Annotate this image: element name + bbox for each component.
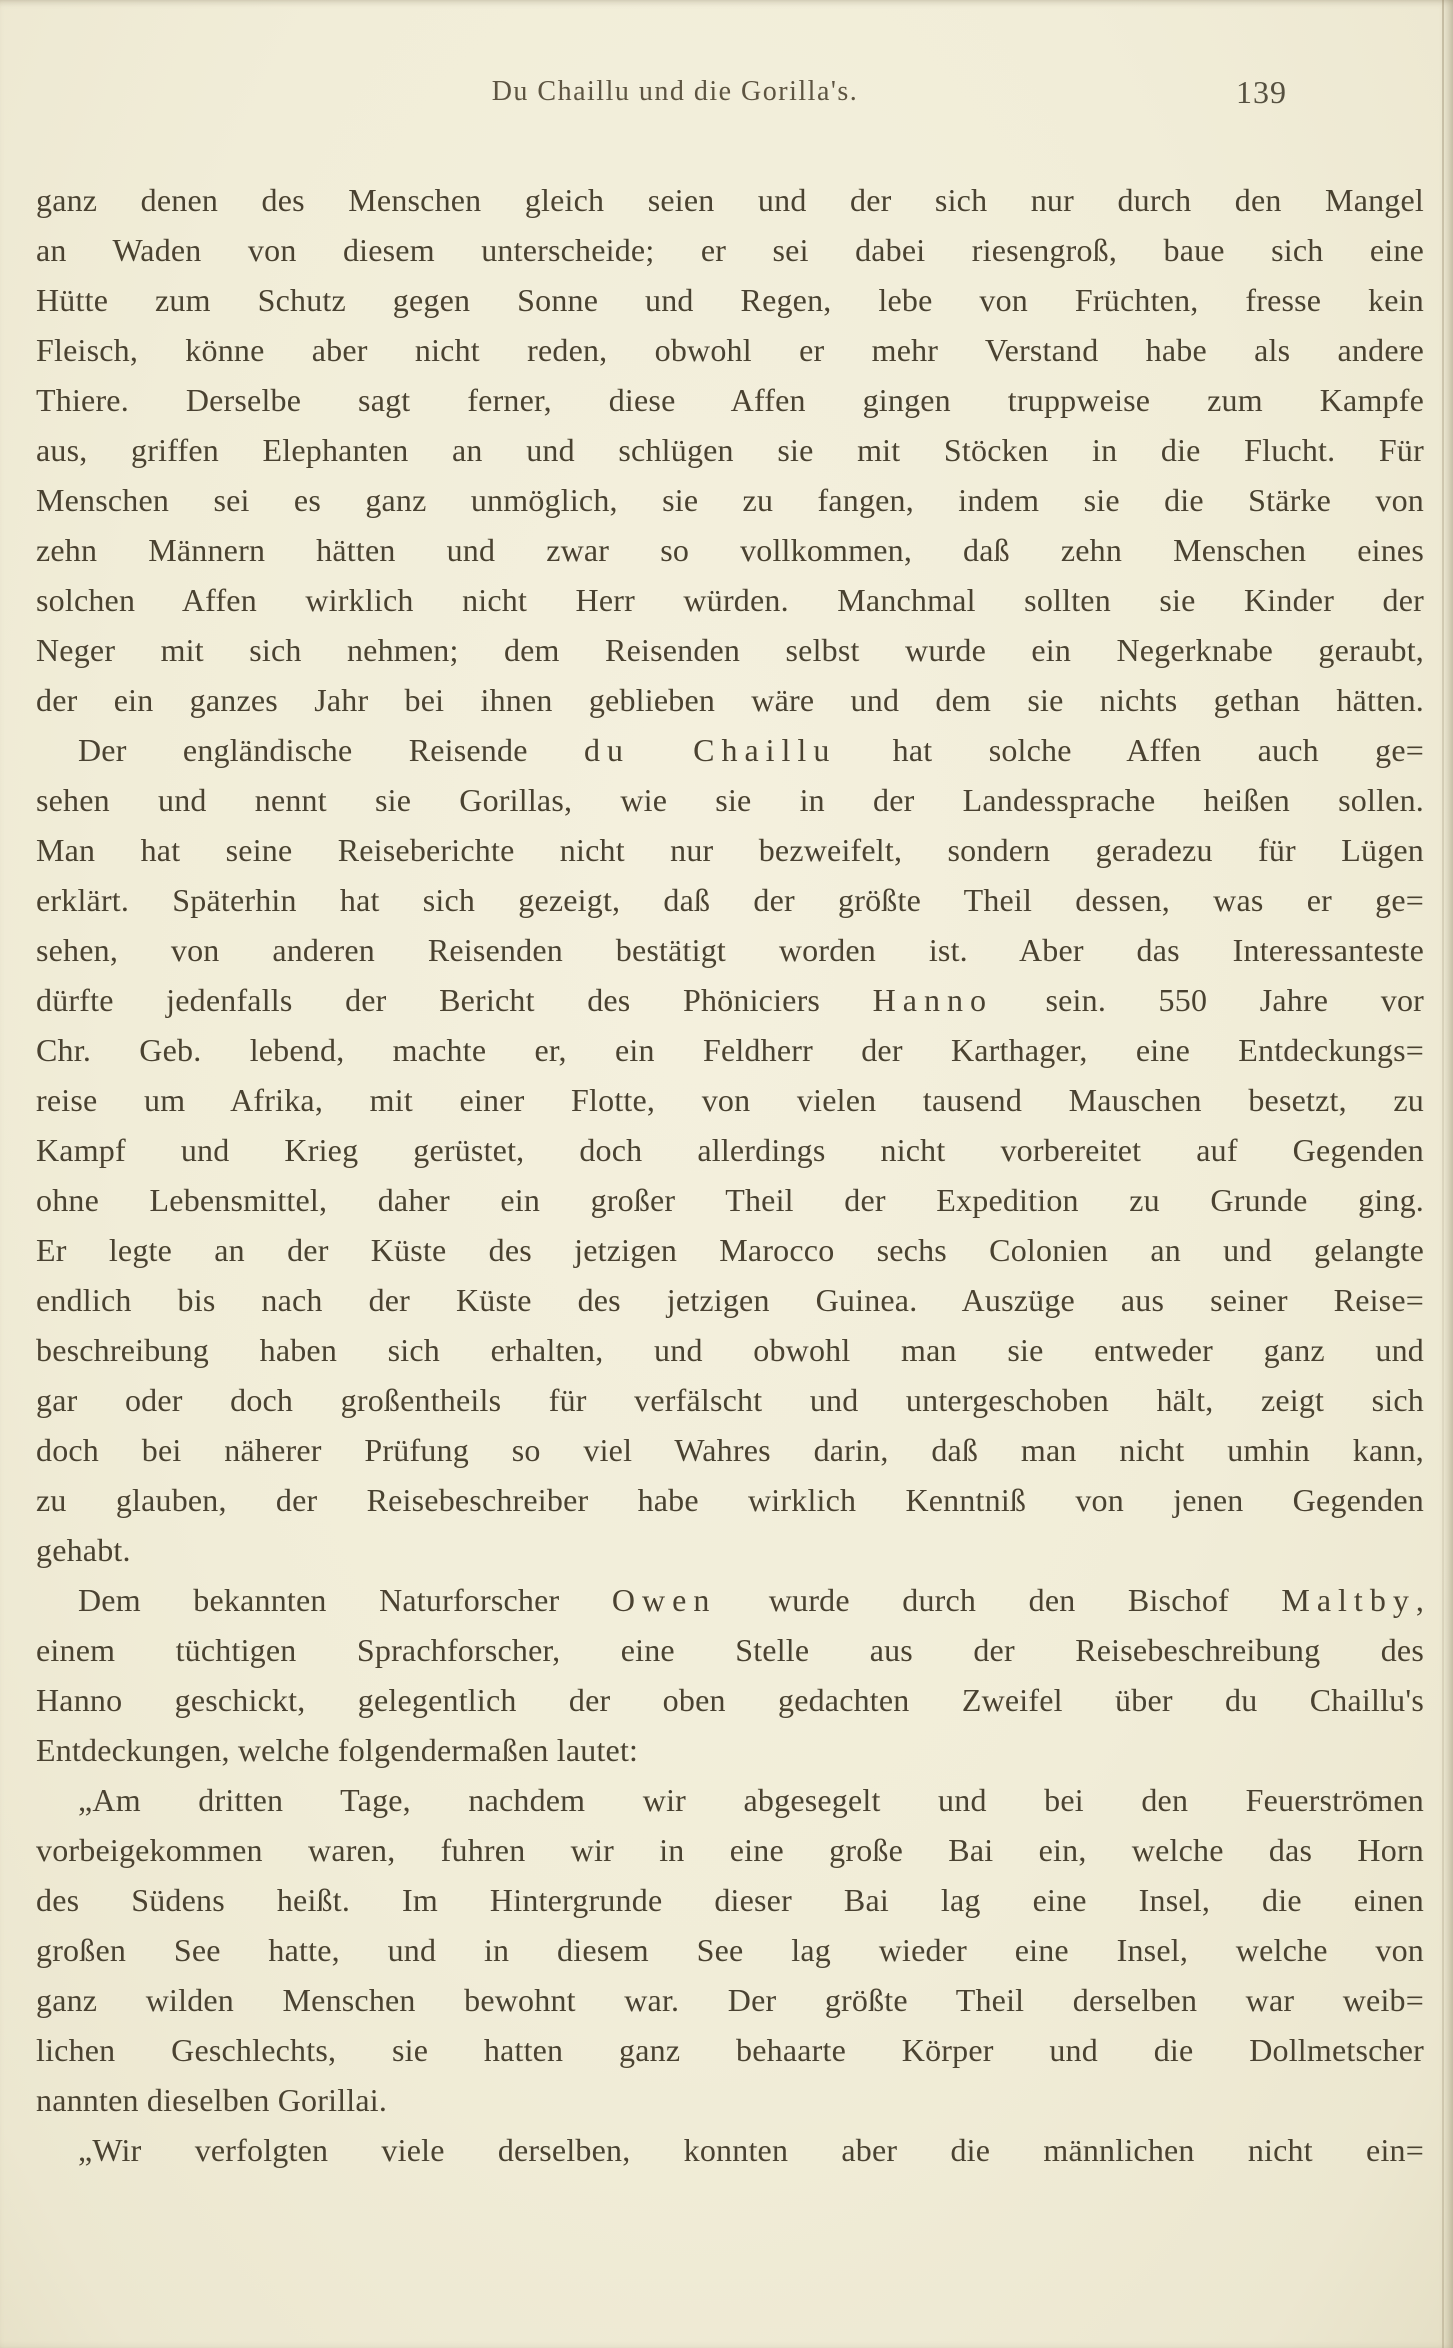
text-line: Fleisch, könne aber nicht reden, obwohl er mehr Verstand habe als andere: [36, 332, 1424, 368]
text-line: großen See hatte, und in diesem See lag wieder eine Insel, welche von: [36, 1932, 1424, 1968]
text-line: Entdeckungen, welche folgendermaßen lautet:: [36, 1732, 639, 1768]
text-line: Menschen sei es ganz unmöglich, sie zu fangen, indem sie die Stärke von: [36, 482, 1424, 518]
text-line: ohne Lebensmittel, daher ein großer Theil der Expedition zu Grunde ging.: [36, 1182, 1424, 1218]
text-line: sehen, von anderen Reisenden bestätigt worden ist. Aber das Interessanteste: [36, 932, 1424, 968]
page-number: 139: [1236, 74, 1287, 110]
text-line: lichen Geschlechts, sie hatten ganz behaarte Körper und die Dollmetscher: [36, 2032, 1424, 2068]
text-line: nannten dieselben Gorillai.: [36, 2082, 388, 2118]
text-line: beschreibung haben sich erhalten, und obwohl man sie entweder ganz und: [36, 1332, 1424, 1368]
text-line: Man hat seine Reiseberichte nicht nur bezweifelt, sondern geradezu für Lügen: [36, 832, 1424, 868]
text-line: Neger mit sich nehmen; dem Reisenden selbst wurde ein Negerknabe geraubt,: [36, 632, 1424, 668]
text-segment: Der engländische Reisende: [78, 732, 584, 768]
text-line: endlich bis nach der Küste des jetzigen Guinea. Auszüge aus seiner Reise=: [36, 1282, 1424, 1318]
text-line: doch bei näherer Prüfung so viel Wahres darin, daß man nicht umhin kann,: [36, 1432, 1424, 1468]
text-line: Kampf und Krieg gerüstet, doch allerdings nicht vorbereitet auf Gegenden: [36, 1132, 1424, 1168]
text-segment: ,: [1415, 1582, 1424, 1618]
running-header-title: Du Chaillu und die Gorilla's.: [491, 76, 859, 107]
text-segment: Dem bekannten Naturforscher: [78, 1582, 612, 1618]
text-segment: dürfte jedenfalls der Bericht des Phöniciers: [36, 982, 873, 1018]
page-header: [36, 76, 1424, 120]
spaced-name: Owen: [611, 1582, 717, 1618]
text-line: ganz denen des Menschen gleich seien und der sich nur durch den Mangel: [36, 182, 1424, 218]
page-text-block: [36, 175, 1424, 2175]
text-line: Chr. Geb. lebend, machte er, ein Feldherr der Karthager, eine Entdeckungs=: [36, 1032, 1424, 1068]
text-line: einem tüchtigen Sprachforscher, eine Stelle aus der Reisebeschreibung des: [36, 1632, 1424, 1668]
text-line: solchen Affen wirklich nicht Herr würden. Manchmal sollten sie Kinder der: [36, 582, 1424, 618]
text-line: Hütte zum Schutz gegen Sonne und Regen, lebe von Früchten, fresse kein: [36, 282, 1424, 318]
text-line: [36, 725, 1424, 775]
text-line: sehen und nennt sie Gorillas, wie sie in der Landessprache heißen sollen.: [36, 782, 1424, 818]
text-line: vorbeigekommen waren, fuhren wir in eine große Bai ein, welche das Horn: [36, 1832, 1424, 1868]
text-line: Hanno geschickt, gelegentlich der oben gedachten Zweifel über du Chaillu's: [36, 1682, 1424, 1718]
text-segment: wurde durch den Bischof: [716, 1582, 1282, 1618]
spaced-name: Hanno: [872, 982, 993, 1018]
text-segment: sein. 550 Jahre vor: [992, 982, 1424, 1018]
text-line: der ein ganzes Jahr bei ihnen geblieben wäre und dem sie nichts gethan hätten.: [36, 682, 1424, 718]
spaced-name: du Chaillu: [583, 732, 837, 768]
text-segment: hat solche Affen auch ge=: [836, 732, 1424, 768]
scan-edge-shadow: [1442, 0, 1444, 2348]
text-line: aus, griffen Elephanten an und schlügen sie mit Stöcken in die Flucht. Für: [36, 432, 1424, 468]
text-line: „Am dritten Tage, nachdem wir abgesegelt und bei den Feuerströmen: [78, 1782, 1424, 1818]
spaced-name: Maltby: [1281, 1582, 1416, 1618]
text-line: gehabt.: [36, 1532, 131, 1568]
text-line: des Südens heißt. Im Hintergrunde dieser Bai lag eine Insel, die einen: [36, 1882, 1424, 1918]
text-line: erklärt. Späterhin hat sich gezeigt, daß der größte Theil dessen, was er ge=: [36, 882, 1424, 918]
text-line: gar oder doch großentheils für verfälscht und untergeschoben hält, zeigt sich: [36, 1382, 1424, 1418]
text-line: [36, 1575, 1424, 1625]
text-line: ganz wilden Menschen bewohnt war. Der größte Theil derselben war weib=: [36, 1982, 1424, 2018]
text-line: zehn Männern hätten und zwar so vollkommen, daß zehn Menschen eines: [36, 532, 1424, 568]
text-line: Er legte an der Küste des jetzigen Marocco sechs Colonien an und gelangte: [36, 1232, 1424, 1268]
text-line: an Waden von diesem unterscheide; er sei dabei riesengroß, baue sich eine: [36, 232, 1424, 268]
text-line: zu glauben, der Reisebeschreiber habe wirklich Kenntniß von jenen Gegenden: [36, 1482, 1424, 1518]
text-line: Thiere. Derselbe sagt ferner, diese Affen gingen truppweise zum Kampfe: [36, 382, 1424, 418]
text-line: „Wir verfolgten viele derselben, konnten aber die männlichen nicht ein=: [78, 2132, 1424, 2168]
text-line: [36, 975, 1424, 1025]
text-line: reise um Afrika, mit einer Flotte, von vielen tausend Mauschen besetzt, zu: [36, 1082, 1424, 1118]
